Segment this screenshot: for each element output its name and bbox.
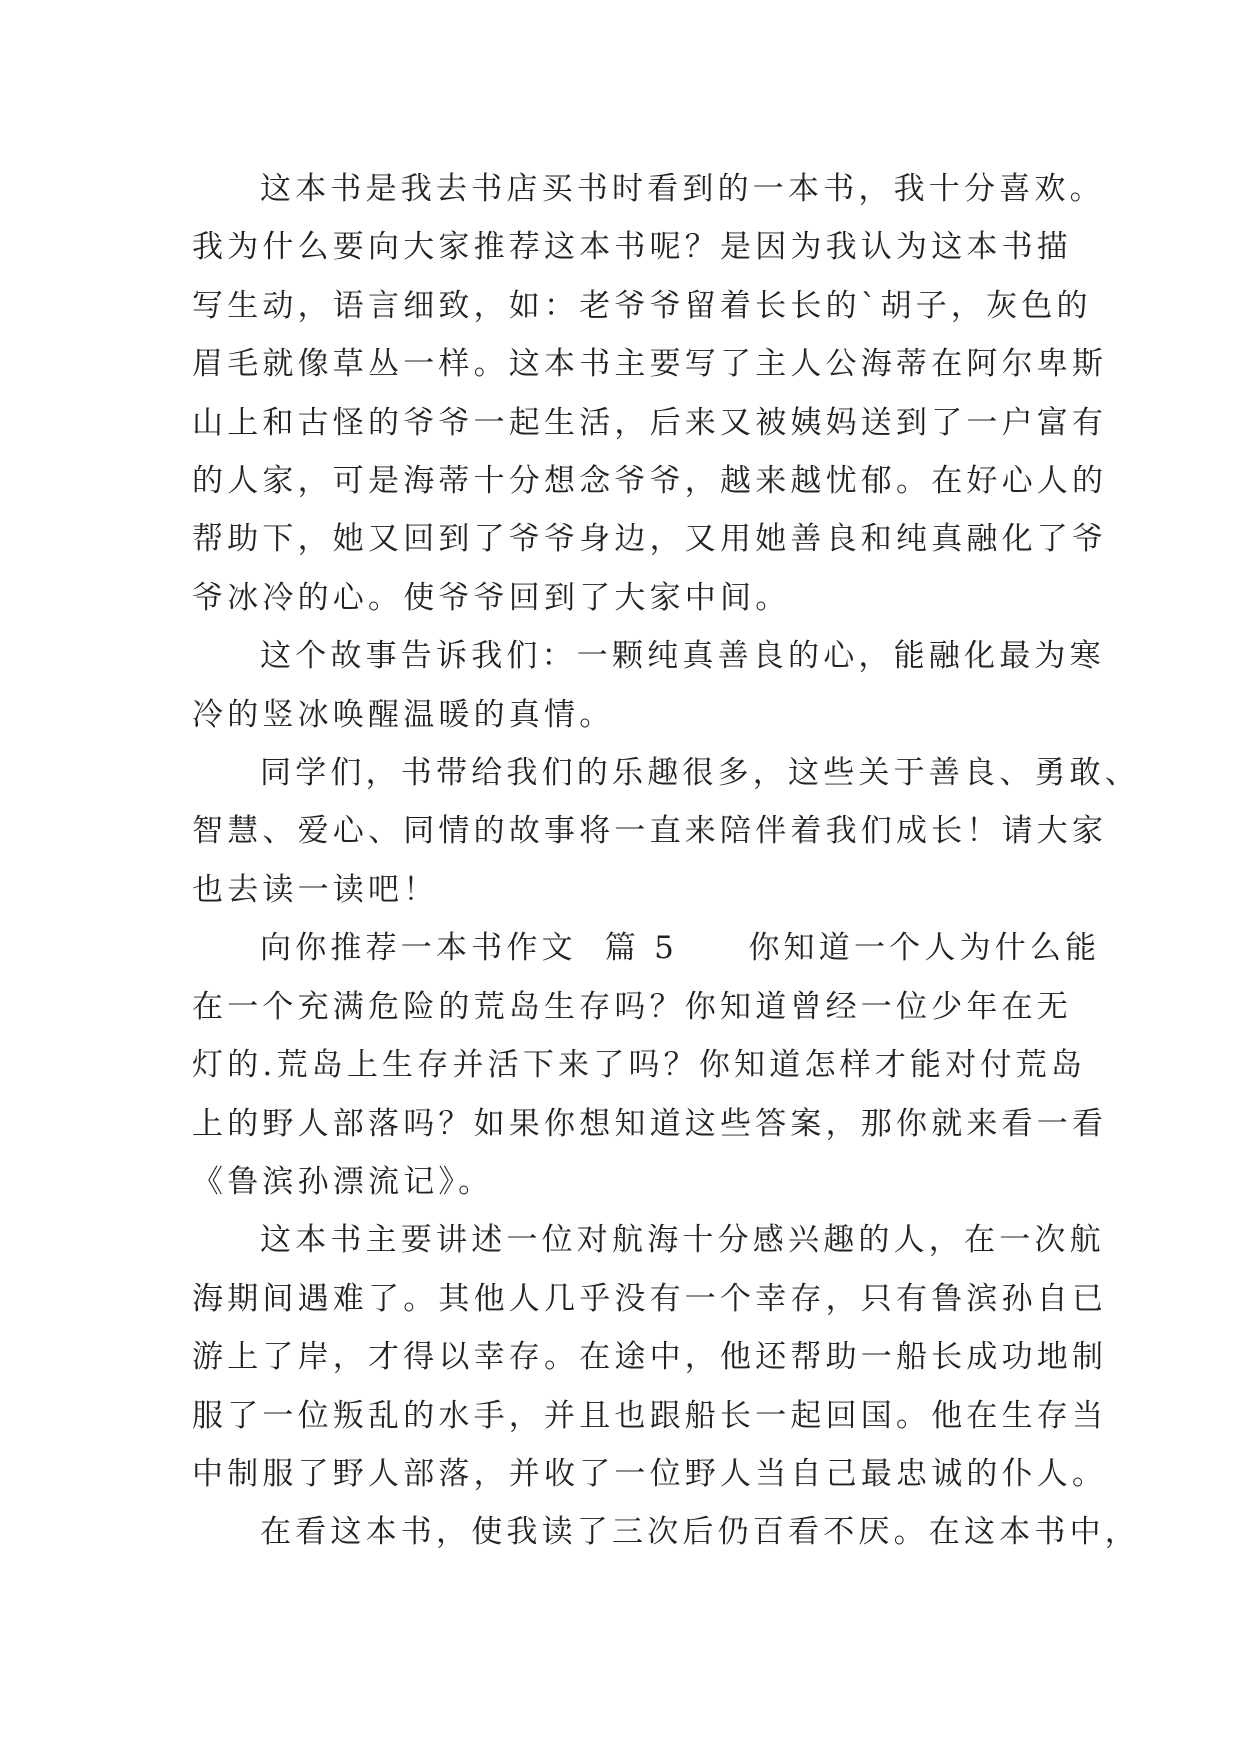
text-line: 在一个充满危险的荒岛生存吗？你知道曾经一位少年在无 [192, 988, 1072, 1025]
text-line: 这本书是我去书店买书时看到的一本书，我十分喜欢。 [260, 171, 1105, 207]
text-line: 这本书主要讲述一位对航海十分感兴趣的人，在一次航 [260, 1222, 1105, 1259]
text-line: 眉毛就像草丛一样。这本书主要写了主人公海蒂在阿尔卑斯 [192, 346, 1108, 383]
text-line: 山上和古怪的爷爷一起生活，后来又被姨妈送到了一户富有 [192, 404, 1108, 441]
text-line: 海期间遇难了。其他人几乎没有一个幸存，只有鲁滨孙自已 [192, 1280, 1108, 1317]
text-line: 也去读一读吧！ [192, 871, 439, 908]
text-line: 冷的竖冰唤醒温暖的真情。 [192, 696, 615, 733]
text-line: 在看这本书，使我读了三次后仍百看不厌。在这本书中， [260, 1514, 1140, 1551]
text-line: 帮助下，她又回到了爷爷身边，又用她善良和纯真融化了爷 [192, 521, 1108, 558]
text-line: 写生动，语言细致，如：老爷爷留着长长的`胡子，灰色的 [192, 287, 1092, 324]
text-line: 中制服了野人部落，并收了一位野人当自己最忠诚的仆人。 [192, 1455, 1108, 1492]
text-line: 上的野人部落吗？如果你想知道这些答案，那你就来看一看 [192, 1105, 1108, 1142]
text-line: 我为什么要向大家推荐这本书呢？是因为我认为这本书描 [192, 229, 1072, 266]
text-line: 《鲁滨孙漂流记》。 [192, 1163, 494, 1200]
text-line: 智慧、爱心、同情的故事将一直来陪伴着我们成长！请大家 [192, 813, 1108, 850]
text-line: 同学们，书带给我们的乐趣很多，这些关于善良、勇敢、 [260, 755, 1140, 792]
text-line: 这个故事告诉我们：一颗纯真善良的心，能融化最为寒 [260, 638, 1105, 675]
document-body [192, 160, 1140, 1562]
text-line: 的人家，可是海蒂十分想念爷爷，越来越忧郁。在好心人的 [192, 463, 1108, 500]
text-line: 向你推荐一本书作文 篇 5 你知道一个人为什么能 [260, 930, 1101, 967]
text-line: 灯的.荒岛上生存并活下来了吗？你知道怎样才能对付荒岛 [192, 1047, 1087, 1084]
text-line: 服了一位叛乱的水手，并且也跟船长一起回国。他在生存当 [192, 1397, 1108, 1434]
text-line: 游上了岸，才得以幸存。在途中，他还帮助一船长成功地制 [192, 1339, 1108, 1376]
text-line: 爷冰冷的心。使爷爷回到了大家中间。 [192, 579, 791, 616]
